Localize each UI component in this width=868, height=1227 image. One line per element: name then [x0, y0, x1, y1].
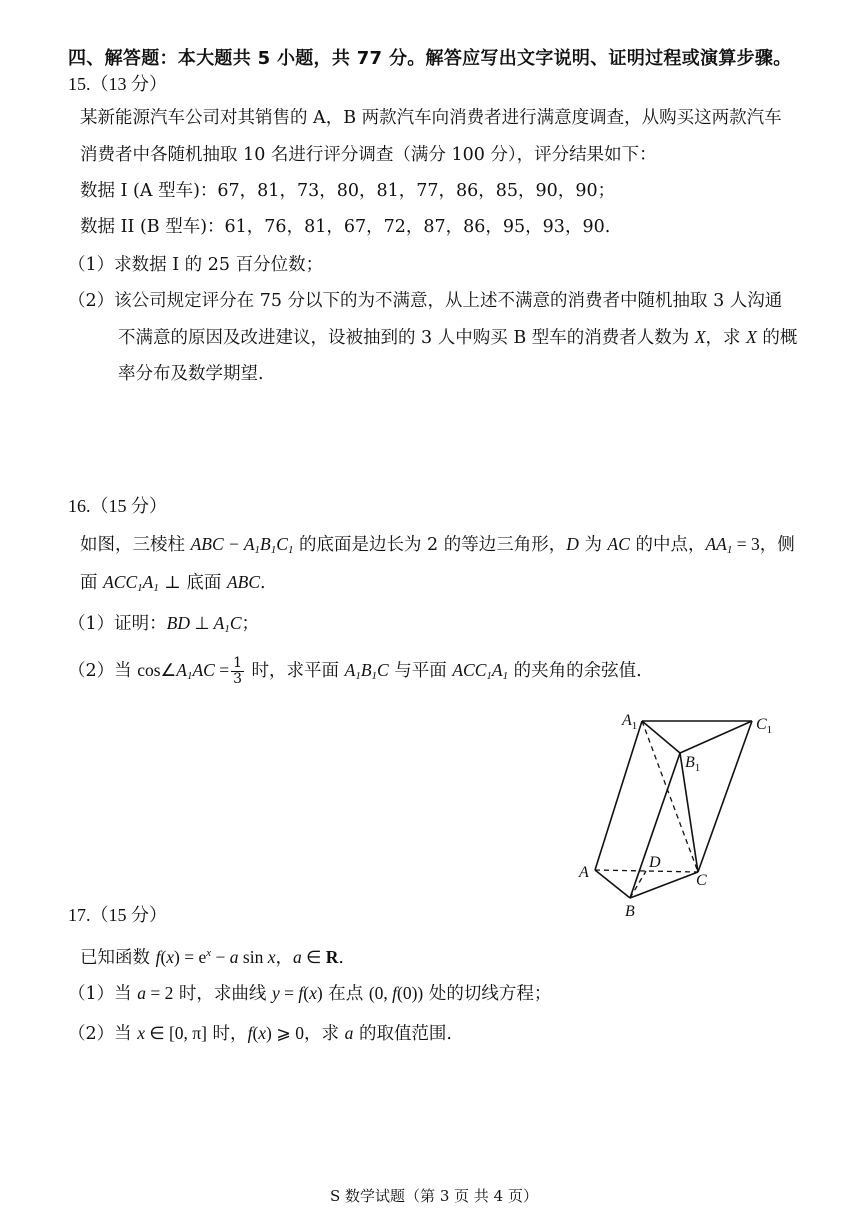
q16-line2 [80, 569, 266, 601]
q16-text: . [260, 573, 266, 593]
label-b: B [625, 903, 635, 920]
q15-data-b [80, 214, 610, 240]
q15-part2-text: ，求 [705, 328, 747, 348]
edge-ab [595, 870, 630, 898]
q17-text: 时，求曲线 [173, 984, 272, 1004]
label-d: D [649, 854, 661, 871]
q15-part2-text: 不满意的原因及改进建议，设被抽到的 3 人中购买 B 型车的消费者人数为 [118, 328, 695, 348]
q15-part2-text: 的概 [756, 328, 798, 348]
q17-part2 [68, 1020, 452, 1047]
q15-data-a-values: 67，81，73，80，81，77，86，85，90，90； [217, 181, 616, 201]
q15-data-a [80, 178, 615, 204]
label-b1: $B_1$ [685, 754, 701, 774]
q15-intro-1: 某新能源汽车公司对其销售的 A，B 两款汽车向消费者进行满意度调查，从购买这两款汽车 [80, 108, 782, 128]
math-a1b1c: $A_1B_1C$ [344, 660, 389, 682]
edge-c1c [698, 721, 752, 872]
q16-text: 为 [578, 535, 608, 555]
label-c1: $C_1$ [756, 716, 773, 736]
q15-part2-line3: 率分布及数学期望. [118, 364, 264, 384]
q17-head: 17.（15 分） [68, 905, 167, 925]
math-fx: $f(x) = e^x - a$ sin x [155, 947, 276, 967]
q15-intro-2: 消费者中各随机抽取 10 名进行评分调查（满分 100 分），评分结果如下： [80, 145, 657, 165]
q16-part2 [68, 656, 642, 689]
prism-figure [570, 705, 790, 920]
q16-text: （2）当 [68, 661, 138, 681]
math-ac: AC [607, 534, 630, 554]
section-title: 四、解答题：本大题共 5 小题，共 77 分。解答应写出文字说明、证明过程或演算步骤。 [68, 48, 792, 69]
math-fx-geq0: f(x) ⩾ 0 [247, 1023, 305, 1043]
edge-b1c1 [680, 721, 752, 753]
q15-data-b-label: 数据 II (B 型车)： [80, 217, 225, 237]
math-a: a [344, 1023, 354, 1043]
q17-text: （1）当 [68, 984, 138, 1004]
q15-part2-line1: （2）该公司规定评分在 75 分以下的为不满意，从上述不满意的消费者中随机抽取 3 人沟通 [68, 291, 783, 311]
math-y-fx: y = f(x) [271, 983, 323, 1003]
q17-line1 [80, 940, 344, 971]
q16-text: ，侧 [759, 535, 795, 555]
math-a-eq-2: a = 2 [137, 983, 174, 1003]
edge-b1b [630, 753, 680, 898]
q17-text: 时， [206, 1024, 248, 1044]
fraction-one-third: $\frac{1}{3}$ [233, 655, 242, 687]
math-a-in-r: a ∈ R [293, 947, 339, 967]
label-a: A [579, 864, 589, 881]
edge-a1a [595, 721, 642, 870]
q15-head: 15.（13 分） [68, 74, 167, 94]
q17-text: 处的切线方程； [423, 984, 552, 1004]
q15-part2-line2 [118, 324, 797, 351]
q16-text: 面 [80, 573, 104, 593]
q17-text: 在点 [322, 984, 369, 1004]
math-bd-perp: BD ⊥ $A_1C$ [166, 613, 242, 635]
q17-text: ，求 [304, 1024, 345, 1044]
q16-text: 的夹角的余弦值. [508, 661, 642, 681]
q15-data-b-values: 61，76，81，67，72，87，86，95，93，90. [224, 217, 611, 237]
edge-a1b1 [642, 721, 680, 753]
math-cos: $\cos\angle A_1AC$ = [137, 660, 230, 682]
math-d: D [566, 534, 579, 554]
math-x-range: x ∈ [0, π] [137, 1023, 207, 1043]
q16-text: 时，求平面 [245, 661, 345, 681]
var-x: X [694, 327, 706, 347]
q16-text: ； [241, 614, 260, 634]
q16-head: 16.（15 分） [68, 496, 167, 516]
var-x: X [746, 327, 757, 347]
q16-text: （1）证明： [68, 614, 167, 634]
math-point: (0, f(0)) [368, 983, 424, 1003]
q17-text: 的取值范围. [353, 1024, 453, 1044]
q16-line1 [80, 531, 795, 563]
q16-part1 [68, 610, 259, 642]
q16-text: 与平面 [388, 661, 453, 681]
math-acc1a1: $ACC_1A_1$ [103, 572, 159, 594]
q15-data-a-label: 数据 I (A 型车)： [80, 181, 218, 201]
q16-text: 的中点， [629, 535, 706, 555]
q16-text: 如图，三棱柱 [80, 535, 191, 555]
q16-text: ⊥ 底面 [158, 573, 227, 593]
math-acc1a1: $ACC_1A_1$ [452, 660, 509, 682]
q17-text: ， [275, 948, 293, 968]
q16-text: 的底面是边长为 2 的等边三角形， [293, 535, 567, 555]
edge-bc [630, 872, 698, 898]
q17-part1 [68, 980, 551, 1007]
edge-ac-hidden [595, 870, 698, 872]
label-c: C [696, 872, 707, 889]
q17-text: . [338, 948, 344, 968]
math-prism: ABC − $A_1B_1C_1$ [190, 534, 294, 556]
page-footer: S 数学试题（第 3 页 共 4 页） [330, 1187, 538, 1205]
label-a1: $A_1$ [622, 712, 638, 732]
q17-text: （2）当 [68, 1024, 138, 1044]
q15-part1: （1）求数据 I 的 25 百分位数； [68, 255, 324, 275]
q17-text: 已知函数 [80, 948, 156, 968]
math-abc: ABC [226, 572, 261, 592]
math-aa1: $AA_1 = 3$ [705, 534, 760, 556]
